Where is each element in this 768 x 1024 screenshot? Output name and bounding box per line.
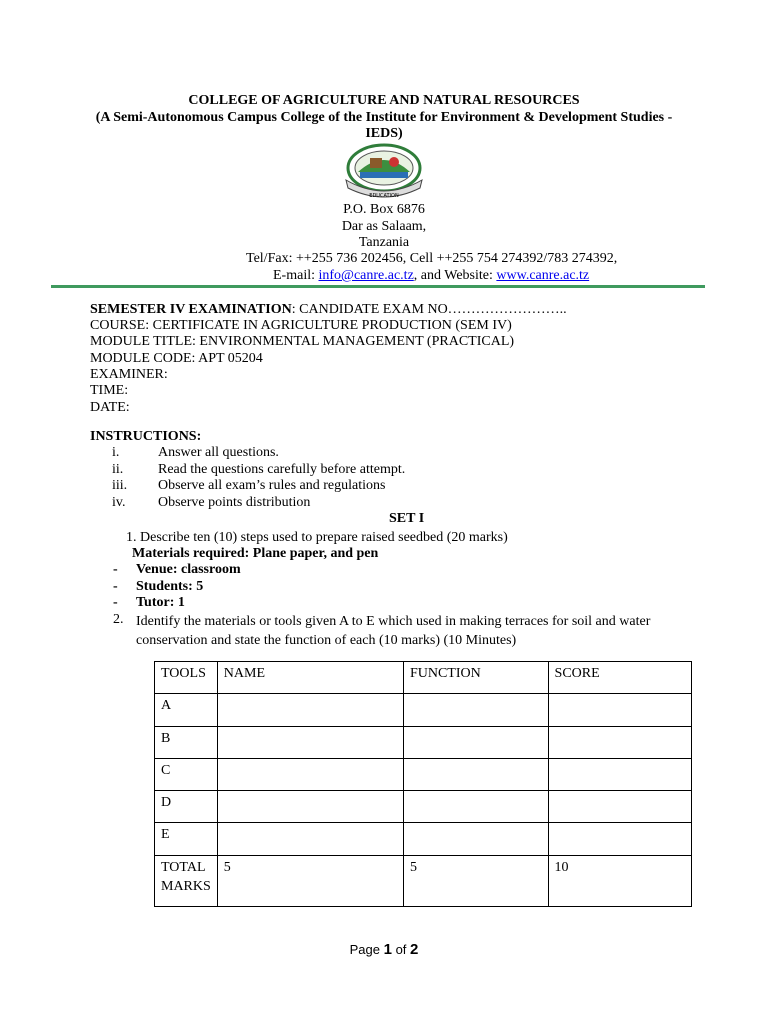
table-row	[155, 759, 692, 791]
bullet-dash: -	[113, 595, 118, 610]
address-po-box: P.O. Box 6876	[343, 202, 425, 217]
email-link[interactable]: info@canre.ac.tz	[318, 268, 414, 283]
score-cell[interactable]	[548, 791, 691, 823]
students-item: Students: 5	[136, 579, 204, 594]
table-row	[155, 823, 692, 856]
logo-text: EDUCATION	[369, 193, 399, 199]
score-cell[interactable]	[548, 727, 691, 759]
function-cell[interactable]	[403, 694, 548, 727]
tutor-item: Tutor: 1	[136, 595, 185, 610]
instruction-text: Read the questions carefully before attempt.	[158, 462, 406, 477]
instruction-num: iii.	[112, 478, 128, 493]
module-code-line: MODULE CODE: APT 05204	[90, 351, 263, 366]
instruction-text: Observe all exam’s rules and regulations	[158, 478, 386, 493]
tools-table	[154, 661, 692, 907]
venue-item: Venue: classroom	[136, 562, 241, 577]
total-label-line1: TOTAL	[161, 860, 206, 875]
row-label: C	[155, 759, 218, 791]
header-divider	[51, 285, 705, 288]
function-cell[interactable]	[403, 823, 548, 856]
question-2-text	[136, 612, 650, 650]
contact-line	[273, 268, 589, 285]
set-heading: SET I	[389, 511, 425, 526]
table-row	[155, 727, 692, 759]
page-footer	[0, 942, 768, 959]
instruction-num: i.	[112, 445, 120, 460]
instruction-num: ii.	[112, 462, 124, 477]
name-cell[interactable]	[217, 727, 403, 759]
instruction-text: Observe points distribution	[158, 495, 311, 510]
email-prefix: E-mail:	[273, 268, 319, 283]
function-cell[interactable]	[403, 727, 548, 759]
header-score: SCORE	[548, 662, 691, 694]
total-name: 5	[217, 856, 403, 907]
module-title-line: MODULE TITLE: ENVIRONMENTAL MANAGEMENT (PRACTICAL)	[90, 334, 515, 349]
header-name: NAME	[217, 662, 403, 694]
college-subtitle-line1: (A Semi-Autonomous Campus College of the Institute for Environment & Development Studies -	[95, 110, 673, 125]
address-country: Tanzania	[358, 235, 410, 250]
footer-total-pages: 2	[410, 941, 419, 958]
header-tools: TOOLS	[155, 662, 218, 694]
row-label: B	[155, 727, 218, 759]
row-label: E	[155, 823, 218, 856]
college-subtitle-line2: IEDS)	[365, 126, 403, 141]
date-line: DATE:	[90, 400, 130, 415]
footer-page-label: Page	[349, 942, 384, 957]
instruction-num: iv.	[112, 495, 126, 510]
total-score: 10	[548, 856, 691, 907]
score-cell[interactable]	[548, 823, 691, 856]
question-1: 1. Describe ten (10) steps used to prepare raised seedbed (20 marks)	[126, 530, 508, 545]
name-cell[interactable]	[217, 791, 403, 823]
score-cell[interactable]	[548, 759, 691, 791]
footer-of: of	[391, 942, 411, 957]
footer-current-page: 1	[383, 941, 392, 958]
name-cell[interactable]	[217, 823, 403, 856]
table-row	[155, 694, 692, 727]
semester-label: SEMESTER IV EXAMINATION	[90, 302, 292, 317]
bullet-dash: -	[113, 579, 118, 594]
header-function: FUNCTION	[403, 662, 548, 694]
instruction-text: Answer all questions.	[158, 445, 279, 460]
website-link[interactable]: www.canre.ac.tz	[496, 268, 590, 283]
name-cell[interactable]	[217, 759, 403, 791]
course-line: COURSE: CERTIFICATE IN AGRICULTURE PRODUCTION (SEM IV)	[90, 318, 512, 333]
table-total-row	[155, 856, 692, 907]
name-cell[interactable]	[217, 694, 403, 727]
question-2-number: 2.	[113, 612, 124, 627]
college-logo	[340, 140, 428, 202]
examiner-line: EXAMINER:	[90, 367, 168, 382]
total-label	[155, 856, 218, 907]
total-label-line2: MARKS	[161, 879, 211, 894]
time-line: TIME:	[90, 383, 129, 398]
row-label: A	[155, 694, 218, 727]
total-function: 5	[403, 856, 548, 907]
question-2-line1: Identify the materials or tools given A to E which used in making terraces for soil and water	[136, 614, 651, 629]
table-header-row	[155, 662, 692, 694]
website-prefix: , and Website:	[413, 268, 497, 283]
candidate-exam-no: : CANDIDATE EXAM NO……………………..	[291, 302, 567, 317]
table-row	[155, 791, 692, 823]
question-2-line2: conservation and state the function of each (10 marks) (10 Minutes)	[136, 633, 517, 648]
materials-required: Materials required: Plane paper, and pen	[132, 546, 379, 561]
address-city: Dar as Salaam,	[341, 219, 427, 234]
function-cell[interactable]	[403, 759, 548, 791]
contact-tel: Tel/Fax: ++255 736 202456, Cell ++255 754 274392/783 274392,	[246, 251, 618, 266]
semester-line	[90, 302, 567, 319]
function-cell[interactable]	[403, 791, 548, 823]
instructions-title: INSTRUCTIONS:	[90, 429, 202, 444]
row-label: D	[155, 791, 218, 823]
bullet-dash: -	[113, 562, 118, 577]
college-name: COLLEGE OF AGRICULTURE AND NATURAL RESOURCES	[188, 93, 580, 108]
score-cell[interactable]	[548, 694, 691, 727]
